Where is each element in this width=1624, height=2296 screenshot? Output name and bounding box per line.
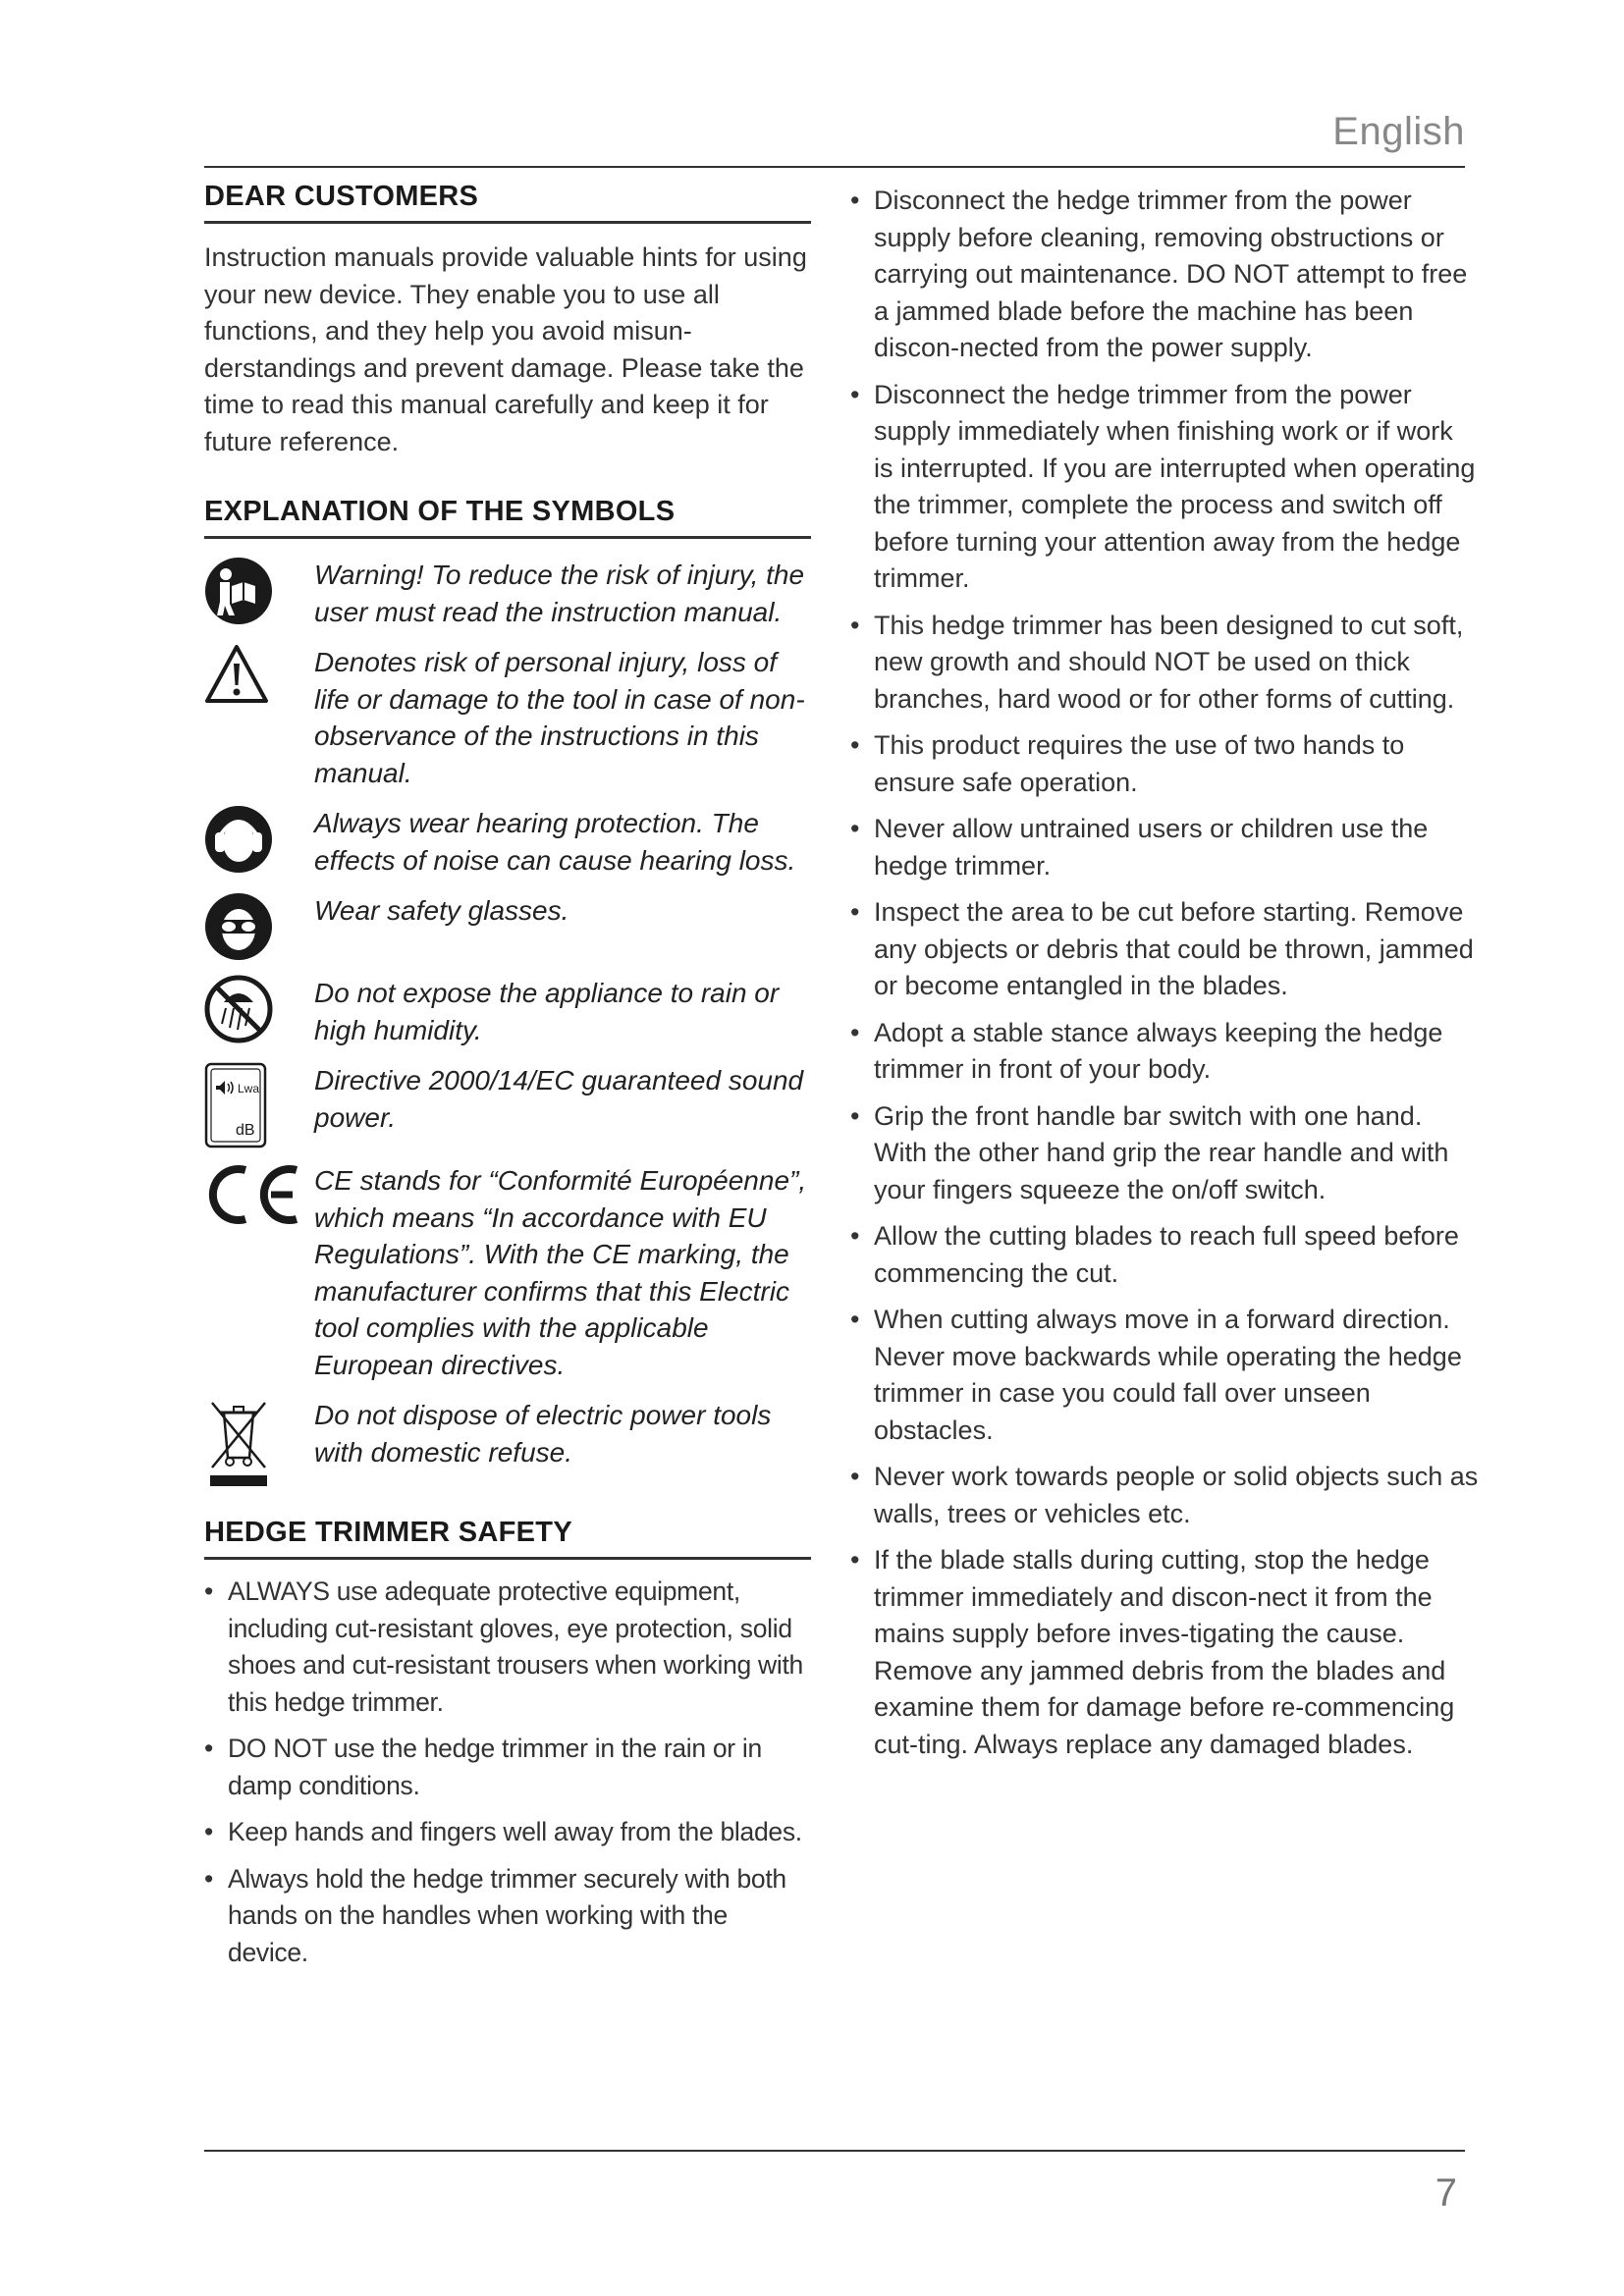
footer-divider bbox=[204, 2150, 1465, 2152]
symbol-description: Do not dispose of electric power tools with domestic refuse. bbox=[314, 1400, 772, 1468]
read-manual-icon bbox=[204, 557, 314, 625]
left-bullet-list bbox=[204, 1574, 811, 1971]
symbol-description: Always wear hearing protection. The effects of noise can cause hearing loss. bbox=[314, 808, 796, 876]
symbol-item bbox=[204, 805, 811, 879]
ce-mark-icon bbox=[204, 1162, 314, 1227]
list-item: • Inspect the area to be cut before starting. Remove any objects or debris that could be thrown, jammed or become entangled in the blades. bbox=[850, 894, 1479, 1005]
crossed-bin-icon bbox=[204, 1397, 314, 1489]
list-item: • If the blade stalls during cutting, stop the hedge trimmer immediately and discon-nect it from the mains supply before inves-tigating the cause. Remove any jammed debris from the blades and examine them for damage before re-commencing cut-ting. Always replace any damaged blades. bbox=[850, 1542, 1479, 1763]
symbol-description: CE stands for “Conformité Européenne”, which means “In accordance with EU Regulations”. With the CE marking, the manufacturer confirms that this Electric tool complies with the applicable European directives. bbox=[314, 1165, 807, 1380]
list-item: • ALWAYS use adequate protective equipment, including cut-resistant gloves, eye protection, solid shoes and cut-resistant trousers when working with this hedge trimmer. bbox=[204, 1574, 811, 1721]
list-item: • This product requires the use of two hands to ensure safe operation. bbox=[850, 727, 1479, 801]
page-number: 7 bbox=[1435, 2171, 1457, 2215]
symbol-description: Denotes risk of personal injury, loss of life or damage to the tool in case of non-observance of the instructions in this manual. bbox=[314, 647, 805, 788]
symbols-heading: EXPLANATION OF THE SYMBOLS bbox=[204, 496, 811, 539]
symbol-item bbox=[204, 975, 811, 1048]
list-item: • Keep hands and fingers well away from the blades. bbox=[204, 1814, 811, 1851]
list-item: • Allow the cutting blades to reach full speed before commencing the cut. bbox=[850, 1218, 1479, 1292]
left-column bbox=[204, 181, 811, 1981]
list-item: • Adopt a stable stance always keeping the hedge trimmer in front of your body. bbox=[850, 1015, 1479, 1089]
right-bullet-list bbox=[850, 183, 1479, 1763]
dear-customers-text: Instruction manuals provide valuable hints for using your new device. They enable you to use all functions, and they help you avoid misun-derstandings and prevent damage. Please take the time to read this manual carefully and keep it for future reference. bbox=[204, 242, 807, 456]
list-item: • When cutting always move in a forward direction. Never move backwards while operating the hedge trimmer in case you could fall over unseen obstacles. bbox=[850, 1302, 1479, 1449]
hedge-safety-heading: HEDGE TRIMMER SAFETY bbox=[204, 1517, 811, 1560]
symbol-item bbox=[204, 644, 811, 791]
language-label: English bbox=[1332, 110, 1465, 153]
symbol-description: Wear safety glasses. bbox=[314, 895, 569, 926]
symbol-item bbox=[204, 1162, 811, 1383]
symbol-list bbox=[204, 557, 811, 1489]
header-divider bbox=[204, 166, 1465, 168]
symbol-item bbox=[204, 557, 811, 630]
sound-power-icon bbox=[204, 1062, 314, 1148]
no-rain-icon bbox=[204, 975, 314, 1043]
list-item: • Never work towards people or solid objects such as walls, trees or vehicles etc. bbox=[850, 1459, 1479, 1532]
sound-power-unit: dB bbox=[236, 1122, 255, 1139]
symbol-description: Warning! To reduce the risk of injury, the user must read the instruction manual. bbox=[314, 560, 805, 627]
list-item: • Always hold the hedge trimmer securely with both hands on the handles when working with the device. bbox=[204, 1861, 811, 1972]
list-item: • DO NOT use the hedge trimmer in the rain or in damp conditions. bbox=[204, 1731, 811, 1804]
hearing-protection-icon bbox=[204, 805, 314, 874]
symbol-item bbox=[204, 1062, 811, 1148]
dear-customers-heading: DEAR CUSTOMERS bbox=[204, 181, 811, 224]
list-item: • Grip the front handle bar switch with one hand. With the other hand grip the rear handle and with your fingers squeeze the on/off switch. bbox=[850, 1098, 1479, 1209]
list-item: • Disconnect the hedge trimmer from the power supply immediately when finishing work or if work is interrupted. If you are interrupted when operating the trimmer, complete the process and switch off before turning your attention away from the hedge trimmer. bbox=[850, 377, 1479, 598]
symbol-item bbox=[204, 892, 811, 961]
symbol-description: Directive 2000/14/EC guaranteed sound power. bbox=[314, 1065, 804, 1133]
safety-glasses-icon bbox=[204, 892, 314, 961]
list-item: • This hedge trimmer has been designed to cut soft, new growth and should NOT be used on thick branches, hard wood or for other forms of cutting. bbox=[850, 608, 1479, 719]
list-item: • Never allow untrained users or children use the hedge trimmer. bbox=[850, 811, 1479, 884]
symbol-description: Do not expose the appliance to rain or high humidity. bbox=[314, 978, 780, 1045]
sound-power-label: Lwa bbox=[238, 1082, 260, 1095]
symbol-item bbox=[204, 1397, 811, 1489]
right-column bbox=[850, 183, 1479, 1773]
warning-triangle-icon bbox=[204, 644, 314, 705]
list-item: • Disconnect the hedge trimmer from the power supply before cleaning, removing obstructions or carrying out maintenance. DO NOT attempt to free a jammed blade before the machine has been discon-nected from the power supply. bbox=[850, 183, 1479, 367]
